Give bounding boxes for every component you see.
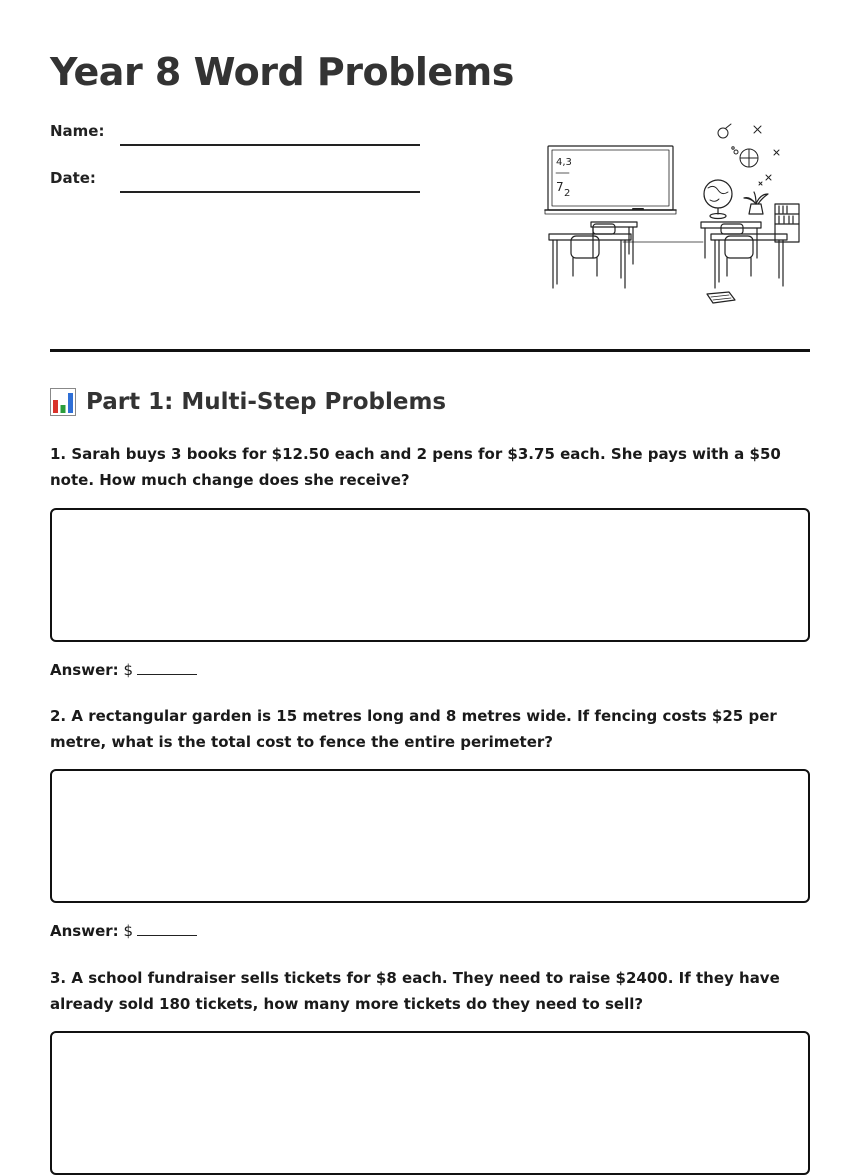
answer-blank-1[interactable] (137, 662, 197, 675)
desk-icon (549, 222, 637, 288)
name-field[interactable] (50, 122, 470, 152)
answer-prefix: $ (123, 661, 133, 679)
plant-icon (744, 192, 768, 214)
svg-text:2: 2 (564, 188, 571, 199)
working-box-3[interactable] (50, 1031, 810, 1175)
answer-2 (50, 922, 197, 940)
answer-prefix: $ (123, 922, 133, 940)
page-title: Year 8 Word Problems (50, 50, 514, 94)
question-1: 1. Sarah buys 3 books for $12.50 each and 2 pens for $3.75 each. She pays with a $50 note. How much change does she receive? (50, 445, 781, 489)
working-box-2[interactable] (50, 769, 810, 903)
answer-blank-2[interactable] (137, 923, 197, 936)
section-title-text: Part 1: Multi-Step Problems (86, 389, 447, 415)
date-line[interactable] (120, 191, 420, 193)
doodle-icon (718, 124, 779, 185)
question-2: 2. A rectangular garden is 15 metres long and 8 metres wide. If fencing costs $25 per metre, what is the total cost to fence the entire perimeter? (50, 707, 777, 751)
answer-label: Answer: (50, 922, 119, 940)
answer-1 (50, 661, 197, 679)
globe-icon (704, 180, 732, 219)
svg-text:4,3: 4,3 (556, 157, 572, 168)
name-label: Name: (50, 122, 105, 140)
chalkboard-icon (545, 146, 676, 214)
name-line[interactable] (120, 144, 420, 146)
working-box-1[interactable] (50, 508, 810, 642)
classroom-illustration-icon (543, 118, 808, 313)
date-field[interactable] (50, 169, 470, 199)
desk-icon (701, 222, 787, 288)
answer-label: Answer: (50, 661, 119, 679)
date-label: Date: (50, 169, 96, 187)
section-title (50, 388, 446, 416)
bar-chart-icon (50, 388, 76, 416)
question-3: 3. A school fundraiser sells tickets for $8 each. They need to raise $2400. If they have already sold 180 tickets, how many more tickets do they need to sell? (50, 969, 780, 1013)
svg-text:7: 7 (556, 180, 564, 194)
section-divider (50, 349, 810, 352)
calculator-icon (707, 292, 735, 303)
